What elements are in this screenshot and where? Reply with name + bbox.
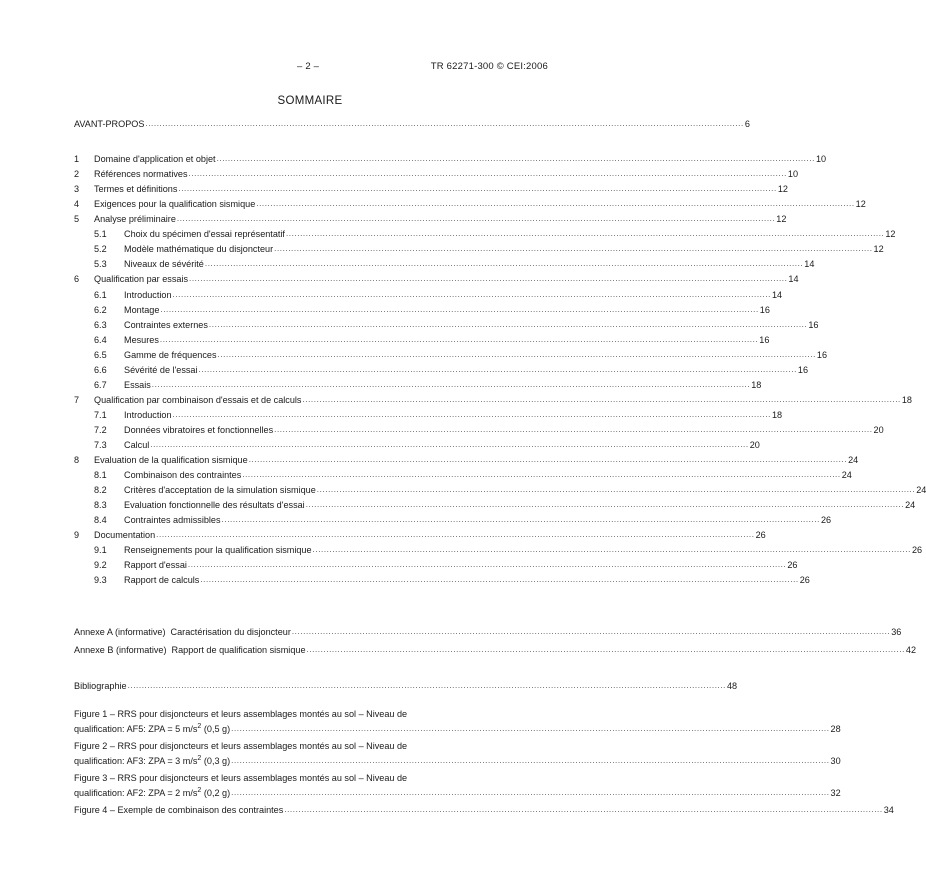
toc-entry-number: 2 bbox=[74, 169, 80, 180]
toc-entry-page: 26 bbox=[787, 560, 798, 571]
toc-entry-number: 9.2 bbox=[94, 560, 107, 571]
toc-entry-8-1[interactable] bbox=[94, 468, 852, 482]
dot-leader: .................................................................................................................................................................................................................... bbox=[221, 515, 820, 525]
toc-entry-number: 4 bbox=[74, 199, 80, 210]
toc-entry-5-2[interactable] bbox=[94, 242, 884, 256]
toc-entry-number: 1 bbox=[74, 154, 80, 164]
toc-entry-page: 24 bbox=[848, 455, 859, 465]
toc-entry-number: 6.4 bbox=[94, 334, 107, 345]
toc-entry-8-4[interactable] bbox=[94, 513, 832, 527]
dot-leader: .................................................................................................................................................................................................................... bbox=[204, 259, 804, 269]
toc-entry-page: 26 bbox=[820, 515, 832, 526]
toc-entry-page: 10 bbox=[815, 154, 827, 164]
toc-entry-page: 26 bbox=[755, 530, 766, 541]
toc-entry-label: Contraintes externes bbox=[124, 319, 208, 330]
toc-entry-number: 8.2 bbox=[94, 485, 107, 496]
toc-entry-label: qualification: AF3: ZPA = 3 $m/s^2$ (0,3 g) bbox=[74, 755, 231, 766]
toc-entry-6-1[interactable] bbox=[94, 288, 783, 302]
toc-entry-9-3[interactable] bbox=[94, 573, 810, 587]
toc-entry-7[interactable] bbox=[74, 393, 912, 407]
toc-entry-figure-4[interactable] bbox=[74, 803, 894, 817]
toc-entry-number: 8.1 bbox=[94, 470, 107, 481]
dot-leader: .................................................................................................................................................................................................................... bbox=[216, 154, 815, 163]
toc-entry-label: Sévérité de l'essai bbox=[124, 364, 198, 375]
toc-entry-8-2[interactable] bbox=[94, 483, 926, 497]
toc-entry-label: Annexe A (informative) Caractérisation du disjoncteur bbox=[74, 627, 291, 637]
toc-entry-page: 26 bbox=[799, 575, 810, 586]
toc-entry-8-3[interactable] bbox=[94, 498, 916, 512]
toc-entry-5-1[interactable] bbox=[94, 227, 896, 241]
toc-entry-9-1[interactable] bbox=[94, 543, 923, 557]
toc-entry-label: Données vibratoires et fonctionnelles bbox=[124, 424, 274, 435]
dot-leader: .................................................................................................................................................................................................................... bbox=[172, 409, 771, 419]
toc-entry-3[interactable] bbox=[74, 182, 788, 196]
toc-entry-annexe-a[interactable] bbox=[74, 625, 902, 639]
dot-leader: .................................................................................................................................................................................................................... bbox=[145, 119, 744, 128]
dot-leader: .................................................................................................................................................................................................................... bbox=[178, 184, 777, 194]
toc-entry-label: qualification: AF2: ZPA = 2 $m/s^2$ (0,2 g) bbox=[74, 787, 231, 798]
toc-entry-number: 3 bbox=[74, 184, 80, 195]
dot-leader: .................................................................................................................................................................................................................... bbox=[172, 289, 771, 299]
dot-leader: .................................................................................................................................................................................................................... bbox=[285, 229, 885, 239]
dot-leader: .................................................................................................................................................................................................................... bbox=[256, 199, 855, 209]
toc-entry-page: 14 bbox=[771, 289, 783, 300]
toc-entry-number: 8 bbox=[74, 455, 80, 465]
toc-entry-label: Introduction bbox=[124, 289, 172, 300]
dot-leader: .................................................................................................................................................................................................................... bbox=[305, 500, 905, 510]
toc-entry-label: Gamme de fréquences bbox=[124, 349, 217, 360]
toc-entry-page: 18 bbox=[771, 409, 783, 420]
toc-entry-label: Analyse préliminaire bbox=[94, 214, 176, 225]
dot-leader: .................................................................................................................................................................................................................... bbox=[200, 575, 799, 585]
dot-leader: .................................................................................................................................................................................................................... bbox=[231, 724, 830, 733]
toc-entry-page: 24 bbox=[916, 485, 926, 496]
toc-entry-page: 16 bbox=[797, 364, 809, 375]
toc-entry-number: 6.7 bbox=[94, 379, 107, 390]
dot-leader: .................................................................................................................................................................................................................... bbox=[217, 349, 816, 359]
toc-entry-number: 8.3 bbox=[94, 500, 107, 511]
toc-entry-9[interactable] bbox=[74, 528, 766, 542]
toc-entry-label: Exigences pour la qualification sismique bbox=[94, 199, 256, 210]
toc-entry-number: 9.3 bbox=[94, 575, 107, 586]
toc-entry-page: 12 bbox=[885, 229, 896, 240]
toc-entry-number: 5.3 bbox=[94, 259, 107, 270]
toc-entry-1[interactable] bbox=[74, 152, 827, 166]
toc-entry-avant-propos[interactable] bbox=[74, 117, 750, 131]
toc-entry-label: Contraintes admissibles bbox=[124, 515, 221, 526]
dot-leader: .................................................................................................................................................................................................................... bbox=[189, 274, 788, 284]
toc-entry-page: 16 bbox=[816, 349, 828, 360]
toc-entry-label: Qualification par combinaison d'essais et de calculs bbox=[94, 394, 302, 405]
toc-entry-page: 10 bbox=[787, 169, 799, 180]
toc-entry-page: 18 bbox=[751, 379, 762, 390]
toc-entry-page: 18 bbox=[901, 394, 912, 405]
page-title: SOMMAIRE bbox=[277, 95, 343, 107]
dot-leader: .................................................................................................................................................................................................................... bbox=[248, 455, 848, 464]
toc-entry-page: 42 bbox=[905, 645, 917, 655]
toc-entry-label: Bibliographie bbox=[74, 681, 127, 691]
dot-leader: .................................................................................................................................................................................................................... bbox=[284, 805, 883, 814]
toc-entry-page: 12 bbox=[776, 214, 787, 225]
toc-entry-page: 16 bbox=[759, 304, 770, 315]
figure-2-caption-line1[interactable]: Figure 2 – RRS pour disjoncteurs et leurs assemblages montés au sol – Niveau de bbox=[74, 741, 408, 751]
toc-entry-6-2[interactable] bbox=[94, 303, 770, 317]
dot-leader: .................................................................................................................................................................................................................... bbox=[160, 304, 759, 314]
toc-entry-label: Rapport de calculs bbox=[124, 575, 200, 586]
toc-entry-6-5[interactable] bbox=[94, 348, 828, 362]
toc-entry-number: 6.2 bbox=[94, 304, 107, 315]
toc-entry-number: 6.6 bbox=[94, 364, 107, 375]
toc-entry-6-6[interactable] bbox=[94, 363, 809, 377]
toc-entry-page: 34 bbox=[883, 805, 894, 815]
toc-entry-8[interactable] bbox=[74, 453, 859, 467]
dot-leader: .................................................................................................................................................................................................................... bbox=[274, 424, 873, 434]
toc-entry-5-3[interactable] bbox=[94, 257, 815, 271]
toc-entry-7-3[interactable] bbox=[94, 438, 760, 452]
toc-entry-page: 24 bbox=[841, 470, 852, 481]
toc-entry-page: 20 bbox=[873, 424, 884, 435]
toc-entry-9-2[interactable] bbox=[94, 558, 798, 572]
toc-entry-label: Choix du spécimen d'essai représentatif bbox=[124, 229, 285, 240]
toc-entry-label: Figure 4 – Exemple de combinaison des contraintes bbox=[74, 805, 284, 815]
toc-entry-label: Evaluation fonctionnelle des résultats d'essai bbox=[124, 500, 305, 511]
dot-leader: .................................................................................................................................................................................................................... bbox=[231, 788, 830, 797]
toc-entry-number: 6.3 bbox=[94, 319, 107, 330]
figure-1-caption-line1[interactable]: Figure 1 – RRS pour disjoncteurs et leurs assemblages montés au sol – Niveau de bbox=[74, 709, 408, 719]
toc-entry-page: 12 bbox=[855, 199, 866, 210]
dot-leader: .................................................................................................................................................................................................................... bbox=[187, 560, 787, 570]
toc-entry-6[interactable] bbox=[74, 272, 799, 286]
toc-entry-number: 6.5 bbox=[94, 349, 107, 360]
toc-entry-figure-2[interactable] bbox=[74, 754, 841, 768]
toc-entry-page: 14 bbox=[804, 259, 815, 270]
toc-entry-label: Termes et définitions bbox=[94, 184, 178, 195]
toc-entry-number: 5 bbox=[74, 214, 80, 225]
toc-entry-label: Documentation bbox=[94, 530, 156, 541]
toc-entry-label: Calcul bbox=[124, 439, 150, 450]
dot-leader: .................................................................................................................................................................................................................... bbox=[159, 334, 759, 344]
toc-entry-page: 14 bbox=[788, 274, 799, 285]
toc-entry-figure-3[interactable] bbox=[74, 786, 841, 800]
toc-entry-number: 6 bbox=[74, 274, 80, 285]
toc-entry-page: 28 bbox=[830, 724, 841, 734]
toc-entry-4[interactable] bbox=[74, 197, 866, 211]
toc-entry-label: Niveaux de sévérité bbox=[124, 259, 204, 270]
dot-leader: .................................................................................................................................................................................................................... bbox=[176, 214, 776, 224]
page-number: – 2 – bbox=[297, 61, 320, 72]
toc-entry-number: 9 bbox=[74, 530, 80, 541]
dot-leader: .................................................................................................................................................................................................................... bbox=[306, 645, 905, 654]
dot-leader: .................................................................................................................................................................................................................... bbox=[127, 681, 726, 690]
dot-leader: .................................................................................................................................................................................................................... bbox=[231, 756, 830, 765]
toc-entry-page: 30 bbox=[830, 756, 841, 766]
toc-entry-annexe-b[interactable] bbox=[74, 643, 917, 657]
toc-entry-label: AVANT-PROPOS bbox=[74, 119, 145, 129]
toc-entry-7-1[interactable] bbox=[94, 408, 783, 422]
toc-entry-page: 16 bbox=[759, 334, 770, 345]
toc-entry-label: Domaine d'application et objet bbox=[94, 154, 216, 164]
toc-entry-number: 7.2 bbox=[94, 424, 107, 435]
toc-entry-page: 24 bbox=[905, 500, 916, 511]
toc-entry-page: 6 bbox=[744, 119, 750, 129]
toc-entry-label: Essais bbox=[124, 379, 151, 390]
toc-entry-5[interactable] bbox=[74, 212, 787, 226]
dot-leader: .................................................................................................................................................................................................................... bbox=[312, 545, 911, 555]
toc-entry-6-7[interactable] bbox=[94, 378, 762, 392]
toc-entry-number: 5.1 bbox=[94, 229, 107, 240]
toc-entry-label: Combinaison des contraintes bbox=[124, 470, 242, 481]
toc-entry-page: 32 bbox=[830, 788, 841, 798]
dot-leader: .................................................................................................................................................................................................................... bbox=[150, 439, 749, 449]
toc-entry-label: Rapport d'essai bbox=[124, 560, 187, 571]
dot-leader: .................................................................................................................................................................................................................... bbox=[274, 244, 873, 254]
toc-entry-number: 8.4 bbox=[94, 515, 107, 526]
toc-entry-number: 7.1 bbox=[94, 409, 107, 420]
toc-entry-label: Evaluation de la qualification sismique bbox=[94, 455, 248, 465]
toc-entry-6-4[interactable] bbox=[94, 333, 770, 347]
toc-entry-label: Références normatives bbox=[94, 169, 188, 180]
toc-entry-label: Introduction bbox=[124, 409, 172, 420]
toc-entry-label: Montage bbox=[124, 304, 160, 315]
toc-entry-label: qualification: AF5: ZPA = 5 $m/s^2$ (0,5 g) bbox=[74, 723, 231, 734]
dot-leader: .................................................................................................................................................................................................................... bbox=[156, 530, 755, 540]
dot-leader: .................................................................................................................................................................................................................... bbox=[316, 485, 916, 495]
toc-entry-6-3[interactable] bbox=[94, 318, 819, 332]
dot-leader: .................................................................................................................................................................................................................... bbox=[291, 627, 891, 636]
figure-3-caption-line1[interactable]: Figure 3 – RRS pour disjoncteurs et leurs assemblages montés au sol – Niveau de bbox=[74, 773, 408, 783]
toc-entry-page: 12 bbox=[873, 244, 884, 255]
toc-entry-label: Mesures bbox=[124, 334, 159, 345]
dot-leader: .................................................................................................................................................................................................................... bbox=[302, 394, 901, 404]
toc-entry-7-2[interactable] bbox=[94, 423, 884, 437]
dot-leader: .................................................................................................................................................................................................................... bbox=[208, 319, 808, 329]
toc-entry-label: Critères d'acceptation de la simulation sismique bbox=[124, 485, 316, 496]
document-reference: TR 62271-300 © CEI:2006 bbox=[430, 61, 548, 72]
toc-entry-label: Modèle mathématique du disjoncteur bbox=[124, 244, 274, 255]
dot-leader: .................................................................................................................................................................................................................... bbox=[151, 379, 751, 389]
toc-entry-label: Renseignements pour la qualification sismique bbox=[124, 545, 312, 556]
toc-entry-number: 7 bbox=[74, 394, 80, 405]
toc-entry-bibliographie[interactable] bbox=[74, 679, 738, 693]
toc-entry-page: 48 bbox=[726, 681, 738, 691]
toc-entry-figure-1[interactable] bbox=[74, 722, 841, 736]
dot-leader: .................................................................................................................................................................................................................... bbox=[198, 364, 797, 374]
toc-entry-number: 6.1 bbox=[94, 289, 107, 300]
toc-entry-number: 9.1 bbox=[94, 545, 107, 556]
toc-entry-page: 16 bbox=[808, 319, 819, 330]
toc-entry-page: 12 bbox=[777, 184, 788, 195]
toc-entry-page: 36 bbox=[891, 627, 902, 637]
toc-entry-page: 26 bbox=[911, 545, 923, 556]
toc-entry-2[interactable] bbox=[74, 167, 799, 181]
toc-entry-number: 7.3 bbox=[94, 439, 107, 450]
dot-leader: .................................................................................................................................................................................................................... bbox=[188, 169, 787, 179]
toc-entry-number: 5.2 bbox=[94, 244, 107, 255]
toc-entry-label: Annexe B (informative) Rapport de qualification sismique bbox=[74, 645, 306, 655]
dot-leader: .................................................................................................................................................................................................................... bbox=[242, 470, 841, 480]
toc-entry-page: 20 bbox=[749, 439, 760, 450]
toc-entry-label: Qualification par essais bbox=[94, 274, 189, 285]
